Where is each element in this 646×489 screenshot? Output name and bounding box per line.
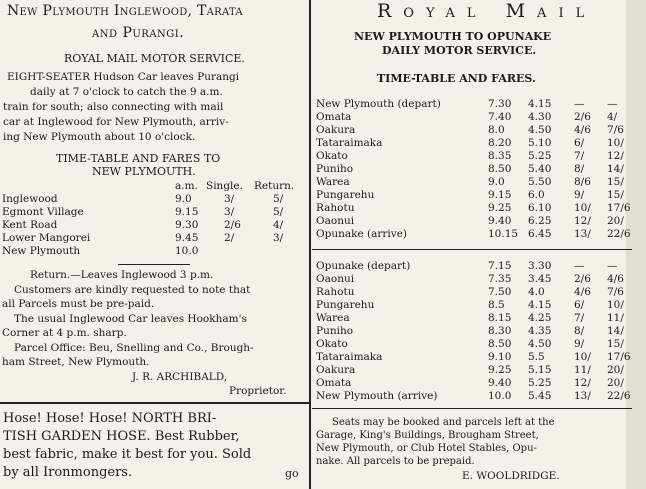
afternoon-time: 6.25 <box>528 215 552 227</box>
morning-time: 9.40 <box>488 377 512 389</box>
table-row <box>312 390 632 403</box>
return-fare: 12/ <box>607 150 624 162</box>
table-row <box>312 299 632 312</box>
single-fare: 12/ <box>574 215 591 227</box>
morning-time: 9.0 <box>488 176 505 188</box>
signature-title: Proprietor. <box>229 385 287 397</box>
station-name: Oakura <box>316 364 356 376</box>
return-fare: 3/ <box>273 232 284 244</box>
header-return: Return. <box>254 180 295 192</box>
station-name: Warea <box>316 312 350 324</box>
table-row <box>312 124 632 137</box>
morning-time: 9.10 <box>488 351 512 363</box>
footer-line: Parcel Office: Beu, Snelling and Co., Brough- <box>14 342 254 354</box>
footer-line: Garage, King's Buildings, Brougham Street, <box>316 430 539 441</box>
station-name: Tataraimaka <box>316 351 383 363</box>
table-row <box>312 312 632 325</box>
body-line: daily at 7 o'clock to catch the 9 a.m. <box>30 86 223 98</box>
right-ad-title: Royal Mail <box>377 0 597 22</box>
single-fare: 2/6 <box>574 111 591 123</box>
table-row <box>312 137 632 150</box>
left-table-title2: NEW PLYMOUTH. <box>92 165 196 178</box>
table-row <box>0 206 309 219</box>
afternoon-time: 5.5 <box>528 351 545 363</box>
afternoon-time: 6.10 <box>528 202 552 214</box>
right-ad-subtitle2: DAILY MOTOR SERVICE. <box>382 44 537 57</box>
single-fare: 9/ <box>574 189 585 201</box>
morning-time: 7.50 <box>488 286 512 298</box>
morning-time: 8.0 <box>488 124 505 136</box>
station-name: Inglewood <box>2 193 58 205</box>
time: 9.30 <box>175 219 199 231</box>
separator-rule <box>118 264 190 265</box>
single-fare: 6/ <box>574 137 585 149</box>
station-name: Kent Road <box>2 219 58 231</box>
left-column <box>0 0 309 489</box>
body-line: ing New Plymouth about 10 o'clock. <box>3 131 196 143</box>
station-name: Oaonui <box>316 215 355 227</box>
footer-line: New Plymouth, or Club Hotel Stables, Opu- <box>316 443 537 454</box>
afternoon-time: 3.30 <box>528 260 552 272</box>
morning-time: 9.15 <box>488 189 512 201</box>
body-line: EIGHT-SEATER Hudson Car leaves Purangi <box>7 71 240 83</box>
single-fare: 2/6 <box>224 219 241 231</box>
single-fare: 7/ <box>574 312 585 324</box>
morning-time: 8.50 <box>488 163 512 175</box>
return-fare: 20/ <box>607 377 624 389</box>
table-row <box>312 98 632 111</box>
hose-ad-line: best fabric, make it best for you. Sold <box>3 447 252 462</box>
station-name: Opunake (depart) <box>316 260 411 272</box>
return-fare: 17/6 <box>607 351 631 363</box>
single-fare: 4/6 <box>574 124 591 136</box>
body-line: car at Inglewood for New Plymouth, arriv- <box>3 116 229 128</box>
right-column <box>312 0 646 489</box>
table-row <box>312 377 632 390</box>
station-name: Tataraimaka <box>316 137 383 149</box>
footer-line: Corner at 4 p.m. sharp. <box>2 327 127 339</box>
table-row <box>312 189 632 202</box>
return-fare: 7/6 <box>607 124 624 136</box>
left-ad-subtitle: ROYAL MAIL MOTOR SERVICE. <box>64 52 245 65</box>
station-name: Pungarehu <box>316 299 375 311</box>
footer-line: all Parcels must be pre-paid. <box>2 298 155 310</box>
afternoon-time: 4.50 <box>528 338 552 350</box>
table-row <box>312 150 632 163</box>
single-fare: 4/6 <box>574 286 591 298</box>
afternoon-time: 4.30 <box>528 111 552 123</box>
single-fare: — <box>574 98 585 110</box>
morning-time: 8.15 <box>488 312 512 324</box>
station-name: Egmont Village <box>2 206 84 218</box>
hose-ad-code: go <box>285 467 299 480</box>
return-fare: 4/ <box>607 111 618 123</box>
single-fare: 7/ <box>574 150 585 162</box>
signature: J. R. ARCHIBALD, <box>132 371 228 383</box>
morning-time: 8.50 <box>488 338 512 350</box>
station-name: Lower Mangorei <box>2 232 91 244</box>
morning-time: 8.30 <box>488 325 512 337</box>
table-row <box>0 232 309 245</box>
return-fare: 17/6 <box>607 202 631 214</box>
footer-line: Return.—Leaves Inglewood 3 p.m. <box>30 269 214 281</box>
station-name: New Plymouth <box>2 245 81 257</box>
table-row <box>312 338 632 351</box>
single-fare: 8/6 <box>574 176 591 188</box>
timetable-separator <box>312 249 632 250</box>
morning-time: 9.25 <box>488 202 512 214</box>
afternoon-time: 4.50 <box>528 124 552 136</box>
return-fare: 10/ <box>607 137 624 149</box>
table-row <box>312 163 632 176</box>
return-fare: 15/ <box>607 338 624 350</box>
single-fare: 2/ <box>224 232 235 244</box>
single-fare: 13/ <box>574 390 591 402</box>
footer-line: Seats may be booked and parcels left at the <box>332 417 555 428</box>
single-fare: — <box>574 260 585 272</box>
time: 9.0 <box>175 193 192 205</box>
table-row <box>312 228 632 241</box>
single-fare: 8/ <box>574 163 585 175</box>
left-table-header <box>0 180 309 193</box>
return-fare: — <box>607 260 618 272</box>
afternoon-time: 5.45 <box>528 390 552 402</box>
single-fare: 11/ <box>574 364 591 376</box>
single-fare: 9/ <box>574 338 585 350</box>
single-fare: 3/ <box>224 193 235 205</box>
footer-line: ham Street, New Plymouth. <box>2 356 150 368</box>
table-row <box>312 215 632 228</box>
afternoon-time: 6.45 <box>528 228 552 240</box>
afternoon-time: 3.45 <box>528 273 552 285</box>
single-fare: 3/ <box>224 206 235 218</box>
footer-line: Customers are kindly requested to note that <box>14 284 251 296</box>
signature: E. WOOLDRIDGE. <box>462 470 560 482</box>
hose-ad-line: TISH GARDEN HOSE. Best Rubber, <box>3 429 240 444</box>
return-fare: 4/ <box>273 219 284 231</box>
afternoon-time: 6.0 <box>528 189 545 201</box>
afternoon-time: 5.10 <box>528 137 552 149</box>
table-row <box>312 351 632 364</box>
left-ad-title-line2: and Purangi. <box>92 25 185 41</box>
station-name: Rahotu <box>316 286 355 298</box>
station-name: Omata <box>316 377 352 389</box>
return-fare: 5/ <box>273 193 284 205</box>
return-fare: 22/6 <box>607 228 631 240</box>
afternoon-time: 4.0 <box>528 286 545 298</box>
return-fare: 5/ <box>273 206 284 218</box>
afternoon-time: 4.25 <box>528 312 552 324</box>
afternoon-time: 4.35 <box>528 325 552 337</box>
single-fare: 10/ <box>574 351 591 363</box>
hose-ad-line: Hose! Hose! Hose! NORTH BRI- <box>3 411 217 426</box>
station-name: Puniho <box>316 325 354 337</box>
single-fare: 10/ <box>574 202 591 214</box>
table-row <box>0 219 309 232</box>
return-fare: 14/ <box>607 163 624 175</box>
morning-time: 9.25 <box>488 364 512 376</box>
afternoon-time: 5.50 <box>528 176 552 188</box>
single-fare: 12/ <box>574 377 591 389</box>
return-fare: 4/6 <box>607 273 624 285</box>
table-row <box>312 176 632 189</box>
afternoon-time: 5.40 <box>528 163 552 175</box>
morning-time: 7.30 <box>488 98 512 110</box>
afternoon-time: 5.25 <box>528 150 552 162</box>
station-name: Oaonui <box>316 273 355 285</box>
station-name: Rahotu <box>316 202 355 214</box>
table-row <box>312 325 632 338</box>
table-row <box>312 202 632 215</box>
morning-time: 8.20 <box>488 137 512 149</box>
return-fare: 22/6 <box>607 390 631 402</box>
morning-time: 10.0 <box>488 390 512 402</box>
station-name: Puniho <box>316 163 354 175</box>
right-table-title: TIME-TABLE AND FARES. <box>377 72 536 85</box>
morning-time: 7.40 <box>488 111 512 123</box>
header-am: a.m. <box>175 180 198 192</box>
station-name: Pungarehu <box>316 189 375 201</box>
station-name: Omata <box>316 111 352 123</box>
station-name: New Plymouth (arrive) <box>316 390 438 402</box>
left-ad-title-line1: New Plymouth Inglewood, Tarata <box>7 3 243 19</box>
morning-time: 7.15 <box>488 260 512 272</box>
right-ad-subtitle1: NEW PLYMOUTH TO OPUNAKE <box>354 30 552 43</box>
single-fare: 8/ <box>574 325 585 337</box>
time: 9.45 <box>175 232 199 244</box>
station-name: Opunake (arrive) <box>316 228 408 240</box>
return-fare: 20/ <box>607 215 624 227</box>
return-fare: 15/ <box>607 189 624 201</box>
station-name: Oakura <box>316 124 356 136</box>
ad-separator <box>0 402 309 404</box>
station-name: Okato <box>316 150 348 162</box>
table-row <box>0 193 309 206</box>
body-line: train for south; also connecting with mail <box>3 101 224 113</box>
return-fare: 15/ <box>607 176 624 188</box>
afternoon-time: 4.15 <box>528 299 552 311</box>
morning-time: 8.5 <box>488 299 505 311</box>
morning-time: 9.40 <box>488 215 512 227</box>
footer-separator <box>312 408 632 409</box>
morning-time: 8.35 <box>488 150 512 162</box>
table-row <box>312 364 632 377</box>
single-fare: 2/6 <box>574 273 591 285</box>
afternoon-time: 5.15 <box>528 364 552 376</box>
afternoon-time: 5.25 <box>528 377 552 389</box>
single-fare: 6/ <box>574 299 585 311</box>
afternoon-time: 4.15 <box>528 98 552 110</box>
station-name: Okato <box>316 338 348 350</box>
time: 9.15 <box>175 206 199 218</box>
return-fare: 14/ <box>607 325 624 337</box>
station-name: Warea <box>316 176 350 188</box>
return-fare: 20/ <box>607 364 624 376</box>
table-row <box>0 245 309 258</box>
table-row <box>312 111 632 124</box>
table-row <box>312 286 632 299</box>
footer-line: nake. All parcels to be prepaid. <box>316 456 475 467</box>
return-fare: 10/ <box>607 299 624 311</box>
return-fare: 11/ <box>607 312 624 324</box>
hose-ad-line: by all Ironmongers. <box>3 465 133 480</box>
header-single: Single. <box>206 180 243 192</box>
morning-time: 10.15 <box>488 228 519 240</box>
footer-line: The usual Inglewood Car leaves Hookham's <box>14 313 247 325</box>
column-divider <box>309 0 311 489</box>
return-fare: — <box>607 98 618 110</box>
time: 10.0 <box>175 245 199 257</box>
single-fare: 13/ <box>574 228 591 240</box>
table-row <box>312 273 632 286</box>
left-table-title: TIME-TABLE AND FARES TO <box>56 152 221 165</box>
station-name: New Plymouth (depart) <box>316 98 441 110</box>
morning-time: 7.35 <box>488 273 512 285</box>
table-row <box>312 260 632 273</box>
return-fare: 7/6 <box>607 286 624 298</box>
